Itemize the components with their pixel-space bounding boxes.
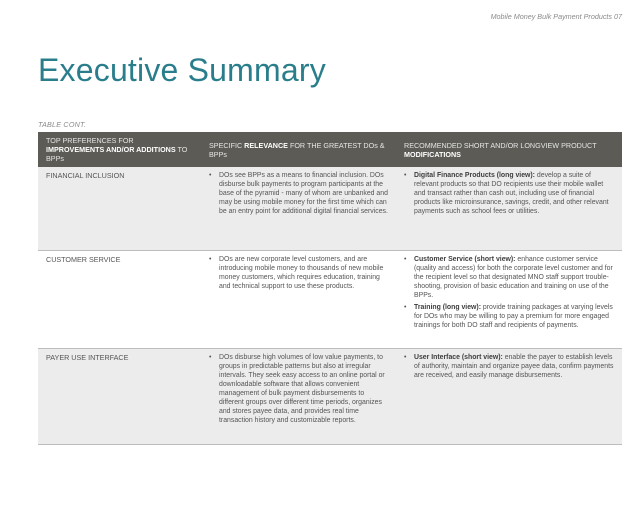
table-continued-label: TABLE CONT. bbox=[38, 120, 87, 129]
bullet-icon: • bbox=[404, 303, 407, 311]
header-bold-text: MODIFICATIONS bbox=[404, 149, 461, 159]
row-category: CUSTOMER SERVICE bbox=[38, 250, 201, 348]
bullet-text: DOs see BPPs as a means to financial inclusion. DOs disburse bulk payments to program participants at the base of the pyramid - many of whom are unbanked and may be using mobile money for the first time which can be an entry point for additional digital financial services. bbox=[219, 172, 388, 216]
bullet-item bbox=[404, 171, 614, 216]
row-relevance bbox=[201, 348, 396, 444]
header-text: TO BPPs bbox=[46, 145, 188, 163]
bullet-item bbox=[209, 353, 388, 426]
bullet-icon: • bbox=[404, 353, 407, 361]
page-title: Executive Summary bbox=[38, 52, 326, 88]
recommendation-heading: Digital Finance Products (long view): bbox=[414, 172, 535, 179]
recommendation-heading: Training (long view): bbox=[414, 303, 481, 311]
row-recommendations bbox=[396, 348, 622, 444]
table-row bbox=[38, 250, 622, 348]
row-relevance bbox=[201, 167, 396, 250]
bullet-item bbox=[404, 303, 614, 330]
bullet-icon: • bbox=[209, 353, 212, 361]
row-recommendations bbox=[396, 167, 622, 250]
table-header-row bbox=[38, 132, 622, 167]
bullet-icon: • bbox=[404, 255, 407, 263]
recommendation-text: enable the payer to establish levels of authority, maintain and organize payee data, confirm payments are received, and easily manage disbursements. bbox=[414, 353, 614, 379]
bullet-item bbox=[209, 255, 388, 291]
row-relevance bbox=[201, 250, 396, 348]
bullet-icon: • bbox=[209, 172, 212, 179]
row-category: FINANCIAL INCLUSION bbox=[38, 167, 201, 250]
recommendation-heading: User Interface (short view): bbox=[414, 353, 503, 361]
bullet-item bbox=[404, 353, 614, 380]
header-text: RECOMMENDED SHORT AND/OR LONGVIEW PRODUCT bbox=[404, 140, 597, 150]
table-row bbox=[38, 348, 622, 444]
header-text: TOP PREFERENCES FOR bbox=[46, 136, 134, 145]
header-relevance bbox=[201, 132, 396, 167]
recommendation-heading: Customer Service (short view): bbox=[414, 255, 516, 263]
recommendation-text: enhance customer service (quality and access) for both the corporate level customer and for the recipient level so that designated MNO staff support trouble-shooting, provision of basic education and training on use of the BPPs. bbox=[414, 255, 613, 299]
recommendation-text: develop a suite of relevant products so that DO recipients use their mobile wallet and transact rather than cash out, including use of financial products like microinsurance, savings, credit, and other relevant payments such as school fees or utilities. bbox=[414, 172, 609, 216]
bullet-text: DOs are new corporate level customers, and are introducing mobile money to thousands of new mobile money customers, which requires education, training and technical support to use these products. bbox=[219, 255, 384, 290]
bullet-item bbox=[209, 171, 388, 216]
table-row bbox=[38, 167, 622, 250]
bullet-text: DOs disburse high volumes of low value payments, to groups in predictable patterns but also at irregular intervals. They seek easy access to an online portal or downloadable software that allows convenient management of bulk payment disbursements to different groups over different time periods, organizes and stores payee data, and provides real time transaction history and customizable reports. bbox=[219, 353, 385, 425]
row-recommendations bbox=[396, 250, 622, 348]
row-category: PAYER USE INTERFACE bbox=[38, 348, 201, 444]
header-bold-text: RELEVANCE bbox=[244, 140, 288, 150]
header-text: FOR THE GREATEST DOs & BPPs bbox=[209, 140, 385, 159]
running-header: Mobile Money Bulk Payment Products 07 bbox=[490, 12, 622, 21]
header-bold-text: IMPROVEMENTS AND/OR ADDITIONS bbox=[46, 145, 176, 154]
bullet-icon: • bbox=[404, 172, 407, 179]
header-text: SPECIFIC bbox=[209, 140, 245, 150]
bullet-item bbox=[404, 255, 614, 300]
header-recommendations bbox=[396, 132, 622, 167]
bullet-icon: • bbox=[209, 255, 212, 263]
recommendation-text: provide training packages at varying levels for DOs who may be willing to pay a premium for more engaged trainings for both DO staff and recipients of payments. bbox=[414, 303, 613, 330]
header-preferences bbox=[38, 132, 201, 167]
summary-table bbox=[38, 132, 622, 445]
